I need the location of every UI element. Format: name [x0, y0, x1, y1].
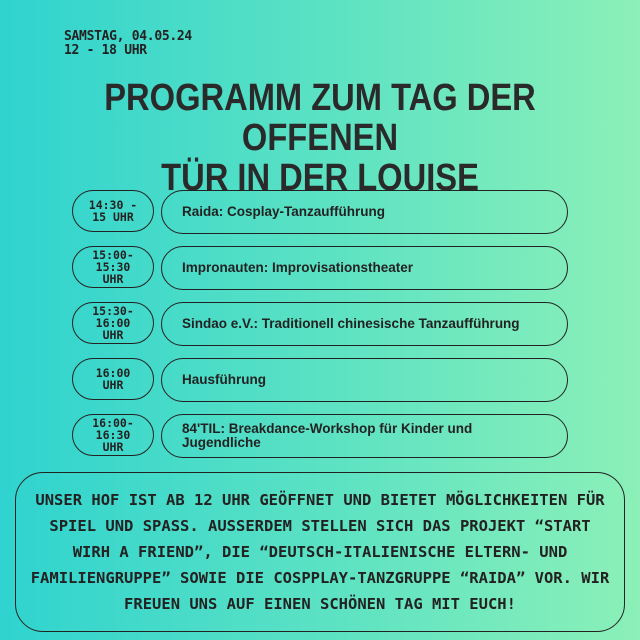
schedule-time: 14:30 - 15 UHR: [72, 190, 154, 232]
schedule-row: [72, 358, 568, 402]
schedule-time: 16:00 UHR: [72, 358, 154, 400]
schedule-description: 84'TIL: Breakdance-Workshop für Kinder und Jugendliche: [161, 414, 568, 458]
schedule-row: [72, 302, 568, 346]
schedule-row: [72, 190, 568, 234]
schedule-description: Sindao e.V.: Traditionell chinesische Tanzaufführung: [161, 302, 568, 346]
schedule-description: Hausführung: [161, 358, 568, 402]
info-box: [15, 472, 625, 632]
schedule-description: Raida: Cosplay-Tanzaufführung: [161, 190, 568, 234]
schedule-time: 15:30- 16:00 UHR: [72, 302, 154, 344]
title-line-1: PROGRAMM ZUM TAG DER OFFENEN: [104, 77, 536, 159]
schedule-time: 15:00- 15:30 UHR: [72, 246, 154, 288]
schedule-row: [72, 246, 568, 290]
schedule-time: 16:00- 16:30 UHR: [72, 414, 154, 456]
info-text: UNSER HOF IST AB 12 UHR GEÖFFNET UND BIETET MÖGLICHKEITEN FÜR SPIEL UND SPASS. AUSSERDEM STELLEN SICH DAS PROJEKT “START WIRH A FRIEND”, DIE “DEUTSCH-ITALIENISCHE ELTERN- UND FAMILIENGRUPPE” SOWIE DIE COSPPLAY-TANZGRUPPE “RAIDA” VOR. WIR FREUEN UNS AUF EINEN SCHÖNEN TAG MIT EUCH!: [30, 491, 610, 613]
page-title: [45, 78, 595, 198]
schedule-row: [72, 414, 568, 458]
event-hours: 12 - 18 UHR: [64, 43, 147, 58]
event-date-block: [64, 30, 192, 58]
title-line-2: TÜR IN DER LOUISE: [161, 157, 479, 199]
schedule-description: Impronauten: Improvisationstheater: [161, 246, 568, 290]
event-date: SAMSTAG, 04.05.24: [64, 29, 192, 44]
